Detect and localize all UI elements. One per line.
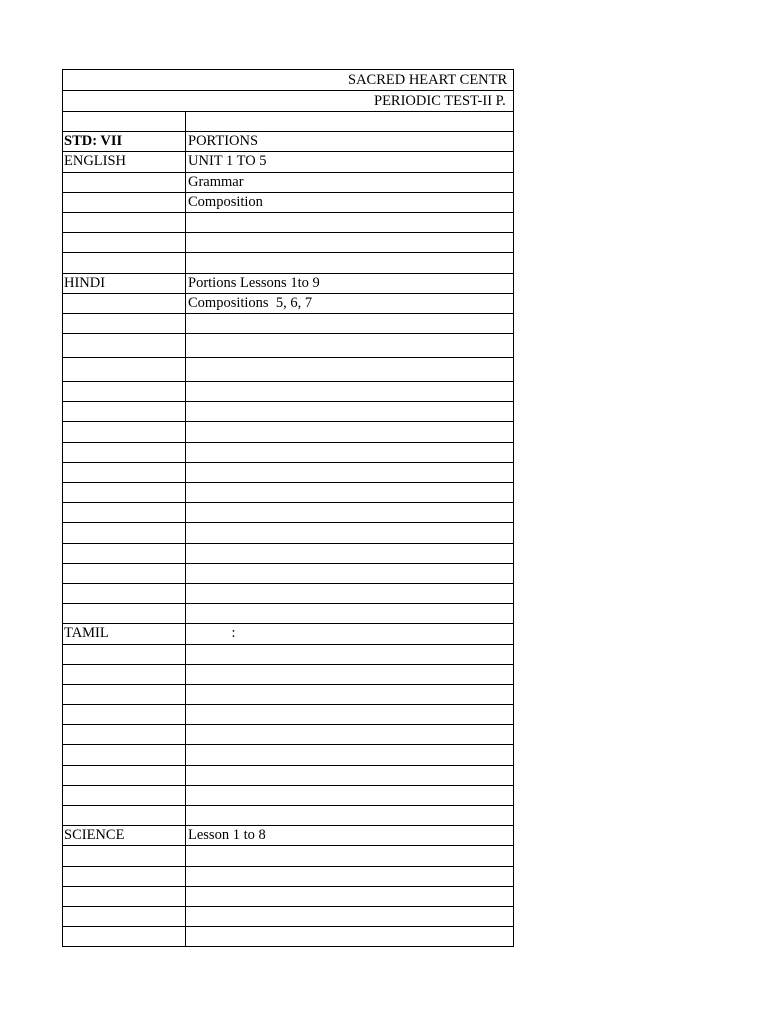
subject-cell bbox=[63, 294, 186, 313]
portions-cell bbox=[186, 112, 513, 131]
subject-cell bbox=[63, 112, 186, 131]
portions-cell bbox=[186, 725, 513, 744]
portions-cell bbox=[186, 907, 513, 926]
portions-cell bbox=[186, 786, 513, 805]
subject-cell: HINDI bbox=[63, 274, 186, 293]
spreadsheet-table bbox=[62, 69, 514, 947]
table-row bbox=[63, 564, 513, 584]
portions-cell bbox=[186, 806, 513, 825]
title-row-1 bbox=[63, 70, 513, 91]
table-row bbox=[63, 523, 513, 543]
portions-cell bbox=[186, 604, 513, 623]
subject-cell bbox=[63, 806, 186, 825]
table-row bbox=[63, 887, 513, 907]
test-title: PERIODIC TEST-II P. bbox=[374, 93, 506, 109]
portions-cell bbox=[186, 685, 513, 704]
subject-cell bbox=[63, 867, 186, 886]
portions-cell bbox=[186, 584, 513, 603]
portions-cell bbox=[186, 705, 513, 724]
table-row bbox=[63, 193, 513, 213]
portions-cell bbox=[186, 213, 513, 232]
table-row bbox=[63, 907, 513, 927]
table-row bbox=[63, 422, 513, 442]
portions-cell bbox=[186, 422, 513, 441]
table-row bbox=[63, 314, 513, 334]
portions-cell bbox=[186, 846, 513, 865]
table-row bbox=[63, 483, 513, 503]
table-row bbox=[63, 463, 513, 483]
subject-cell bbox=[63, 173, 186, 192]
portions-cell bbox=[186, 927, 513, 946]
subject-cell bbox=[63, 564, 186, 583]
table-row bbox=[63, 544, 513, 564]
subject-cell: SCIENCE bbox=[63, 826, 186, 845]
subject-cell bbox=[63, 483, 186, 502]
subject-cell bbox=[63, 463, 186, 482]
subject-cell bbox=[63, 645, 186, 664]
subject-cell bbox=[63, 766, 186, 785]
table-row bbox=[63, 382, 513, 402]
table-row bbox=[63, 443, 513, 463]
school-title: SACRED HEART CENTR bbox=[348, 72, 508, 88]
subject-cell: ENGLISH bbox=[63, 152, 186, 171]
table-row bbox=[63, 112, 513, 132]
table-row bbox=[63, 826, 513, 846]
table-row bbox=[63, 705, 513, 725]
portions-cell bbox=[186, 665, 513, 684]
portions-cell bbox=[186, 314, 513, 333]
portions-cell bbox=[186, 382, 513, 401]
portions-cell bbox=[186, 358, 513, 381]
table-row bbox=[63, 766, 513, 786]
portions-cell bbox=[186, 544, 513, 563]
portions-cell: PORTIONS bbox=[188, 133, 259, 150]
subject-cell bbox=[63, 544, 186, 563]
subject-cell bbox=[63, 233, 186, 252]
subject-cell bbox=[63, 685, 186, 704]
table-row bbox=[63, 132, 513, 152]
subject-cell bbox=[63, 422, 186, 441]
table-row bbox=[63, 402, 513, 422]
subject-cell bbox=[63, 705, 186, 724]
subject-cell bbox=[63, 786, 186, 805]
portions-cell: : bbox=[188, 625, 236, 642]
table-row bbox=[63, 503, 513, 523]
subject-cell bbox=[63, 846, 186, 865]
portions-cell bbox=[186, 867, 513, 886]
title-row-2 bbox=[63, 91, 513, 112]
portions-cell: Lesson 1 to 8 bbox=[188, 827, 266, 844]
portions-cell bbox=[186, 523, 513, 542]
subject-cell: STD: VII bbox=[63, 132, 186, 151]
subject-cell: TAMIL bbox=[63, 624, 186, 643]
portions-cell bbox=[186, 483, 513, 502]
subject-cell bbox=[63, 604, 186, 623]
subject-cell bbox=[63, 745, 186, 764]
table-row bbox=[63, 846, 513, 866]
table-row bbox=[63, 274, 513, 294]
portions-cell bbox=[186, 443, 513, 462]
portions-cell: Compositions 5, 6, 7 bbox=[188, 294, 313, 311]
table-row bbox=[63, 745, 513, 765]
table-row bbox=[63, 604, 513, 624]
table-row bbox=[63, 233, 513, 253]
portions-cell bbox=[186, 887, 513, 906]
table-row bbox=[63, 253, 513, 273]
subject-cell bbox=[63, 887, 186, 906]
table-row bbox=[63, 685, 513, 705]
table-row bbox=[63, 786, 513, 806]
portions-cell bbox=[186, 402, 513, 421]
portions-cell bbox=[186, 334, 513, 357]
table-row bbox=[63, 645, 513, 665]
portions-cell bbox=[186, 645, 513, 664]
subject-cell bbox=[63, 503, 186, 522]
subject-cell bbox=[63, 193, 186, 212]
portions-cell bbox=[186, 503, 513, 522]
portions-cell bbox=[186, 745, 513, 764]
table-row bbox=[63, 927, 513, 947]
subject-cell bbox=[63, 584, 186, 603]
subject-cell bbox=[63, 725, 186, 744]
table-row bbox=[63, 152, 513, 172]
portions-cell: Grammar bbox=[188, 173, 244, 190]
table-row bbox=[63, 334, 513, 358]
subject-cell bbox=[63, 253, 186, 272]
table-row bbox=[63, 173, 513, 193]
table-row bbox=[63, 665, 513, 685]
subject-cell bbox=[63, 314, 186, 333]
table-row bbox=[63, 358, 513, 382]
portions-cell: Composition bbox=[188, 193, 263, 210]
table-row bbox=[63, 806, 513, 826]
portions-cell bbox=[186, 564, 513, 583]
subject-cell bbox=[63, 665, 186, 684]
portions-cell bbox=[186, 233, 513, 252]
subject-cell bbox=[63, 402, 186, 421]
table-row bbox=[63, 213, 513, 233]
subject-cell bbox=[63, 382, 186, 401]
table-row bbox=[63, 294, 513, 314]
table-row bbox=[63, 867, 513, 887]
subject-cell bbox=[63, 907, 186, 926]
portions-cell: UNIT 1 TO 5 bbox=[188, 153, 267, 170]
subject-cell bbox=[63, 443, 186, 462]
table-row bbox=[63, 624, 513, 644]
subject-cell bbox=[63, 523, 186, 542]
portions-cell bbox=[186, 253, 513, 272]
portions-cell bbox=[186, 463, 513, 482]
table-row bbox=[63, 584, 513, 604]
portions-cell: Portions Lessons 1to 9 bbox=[188, 274, 320, 291]
subject-cell bbox=[63, 927, 186, 946]
table-row bbox=[63, 725, 513, 745]
subject-cell bbox=[63, 358, 186, 381]
table-body bbox=[63, 112, 513, 947]
subject-cell bbox=[63, 334, 186, 357]
subject-cell bbox=[63, 213, 186, 232]
portions-cell bbox=[186, 766, 513, 785]
